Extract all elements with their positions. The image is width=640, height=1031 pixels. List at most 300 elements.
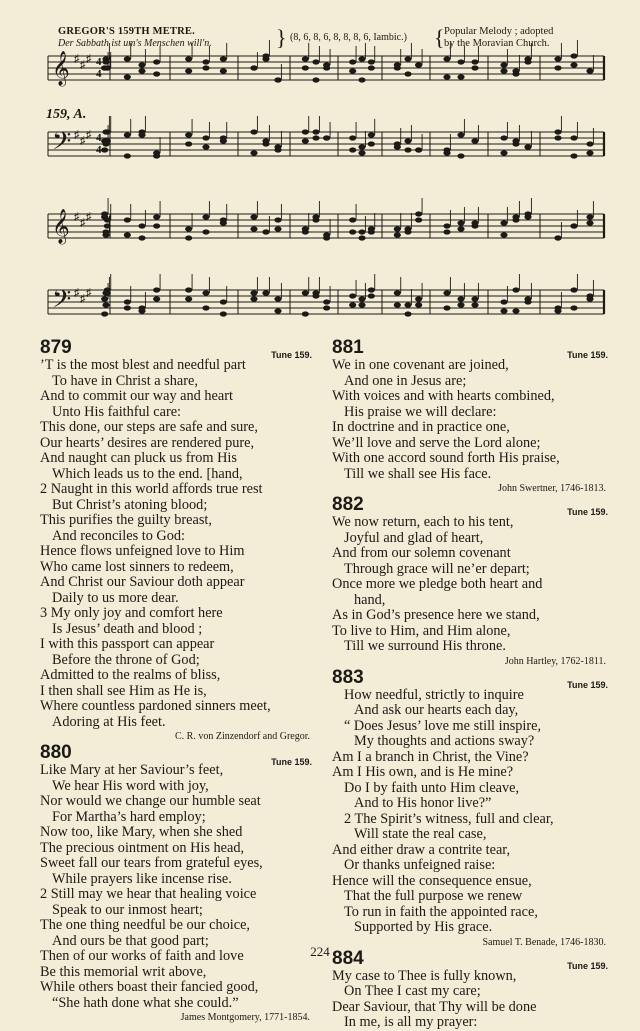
hymn-line: And ask our hearts each day, — [354, 702, 519, 718]
note-head — [471, 223, 478, 228]
hymn-line: To live to Him, and Him alone, — [332, 622, 511, 639]
tune-reference: Tune 159. — [567, 960, 608, 971]
note-head — [368, 229, 375, 234]
hymn-line: And Christ our Saviour doth appear — [40, 574, 245, 590]
left-column — [40, 338, 316, 1024]
note-head — [457, 226, 464, 231]
hymn-line: In me, is all my prayer: — [344, 1014, 478, 1030]
sharp-icon: ♯ — [86, 287, 92, 299]
hymn-line: For Martha’s hard employ; — [52, 808, 206, 825]
note-head — [102, 129, 109, 134]
note-head — [262, 229, 269, 234]
hymn-line: My case to Thee is fully known, — [332, 967, 517, 984]
music-score — [0, 0, 640, 340]
hymn-line: Who came lost sinners to redeem, — [40, 558, 234, 575]
hymn-line: Am I His own, and is He mine? — [332, 764, 514, 780]
note-head — [101, 214, 108, 219]
note-head — [312, 129, 319, 134]
note-head — [457, 59, 464, 64]
hymn-line: Do I by faith unto Him cleave, — [344, 779, 520, 796]
note-head — [415, 211, 422, 216]
note-head — [404, 147, 411, 152]
hymn-line: Or thanks unfeigned raise: — [344, 857, 496, 873]
note-head — [124, 299, 131, 304]
clef-icon: 𝄢 — [52, 285, 72, 320]
note-head — [138, 235, 145, 240]
hymn-line: Like Mary at her Saviour’s feet, — [40, 762, 224, 778]
note-head — [586, 141, 593, 146]
note-head — [500, 62, 507, 67]
hymn-line: I with this passport can appear — [40, 636, 215, 652]
hymn-line: Nor would we change our humble seat — [40, 793, 261, 809]
note-head — [153, 287, 160, 292]
note-head — [554, 235, 561, 240]
hymn-line: Is Jesus’ death and blood ; — [52, 620, 203, 637]
note-head — [274, 217, 281, 222]
note-head — [349, 59, 356, 64]
hymn-text — [332, 358, 612, 482]
note-head — [368, 293, 375, 298]
hymn-line: How needful, strictly to inquire — [344, 686, 524, 703]
hymn-line: We now return, each to his tent, — [332, 514, 514, 530]
note-head — [349, 147, 356, 152]
hymn-line: And to His honor live?” — [354, 795, 492, 811]
note-head — [153, 223, 160, 228]
note-head — [153, 296, 160, 301]
hymn-line: And one in Jesus are; — [344, 372, 467, 389]
note-head — [101, 296, 108, 301]
note-head — [101, 138, 108, 143]
tune-meter: (8, 6, 8, 6, 8, 8, 8, 6, Iambic.) — [290, 32, 407, 43]
note-head — [404, 226, 411, 231]
note-head — [202, 229, 209, 234]
note-head — [570, 305, 577, 310]
note-head — [312, 217, 319, 222]
note-head — [323, 299, 330, 304]
sharp-icon: ♯ — [80, 59, 86, 71]
hymn-author: James Montgomery, 1771-1854. — [180, 1012, 310, 1023]
note-head — [500, 308, 507, 313]
note-head — [185, 56, 192, 61]
note-head — [302, 226, 309, 231]
right-column — [332, 338, 612, 1031]
clef-icon: 𝄢 — [52, 127, 72, 162]
brace-icon: } — [276, 25, 287, 50]
hymn-number: 882 — [332, 494, 364, 515]
note-head — [138, 132, 145, 137]
note-head — [312, 135, 319, 140]
hymn-line: Be this memorial writ above, — [40, 963, 207, 980]
hymn-line: Daily to us more dear. — [52, 589, 179, 606]
note-head — [262, 53, 269, 58]
note-head — [104, 223, 111, 228]
note-head — [443, 290, 450, 295]
note-head — [202, 305, 209, 310]
note-head — [349, 302, 356, 307]
hymn-line: 2 Still may we hear that healing voice — [40, 886, 257, 902]
note-head — [185, 226, 192, 231]
hymn-line: His praise we will declare: — [344, 403, 497, 420]
hymn-line: Hence flows unfeigned love to Him — [40, 543, 245, 559]
note-head — [554, 308, 561, 313]
sharp-icon: ♯ — [74, 211, 80, 223]
hymn-line: ’T is the most blest and needful part — [40, 357, 246, 373]
note-head — [570, 62, 577, 67]
tune-source-line: Popular Melody ; adopted — [444, 26, 554, 37]
note-head — [358, 296, 365, 301]
note-head — [124, 217, 131, 222]
note-head — [358, 150, 365, 155]
hymn-text — [332, 515, 612, 655]
hymn-author: John Swertner, 1746-1813. — [498, 483, 606, 494]
note-head — [349, 135, 356, 140]
hymn-number: 884 — [332, 947, 364, 969]
note-head — [512, 217, 519, 222]
note-head — [358, 235, 365, 240]
hymn-line: And from our solemn covenant — [332, 545, 511, 561]
hymn-line: Unto His faithful care: — [52, 403, 182, 420]
note-head — [274, 226, 281, 231]
note-head — [457, 302, 464, 307]
hymn-line: And ours be that good part; — [52, 932, 209, 949]
note-head — [500, 150, 507, 155]
hymn-line: But Christ’s atoning blood; — [52, 496, 208, 513]
note-head — [415, 296, 422, 301]
hymn-author: Samuel T. Benade, 1746-1830. — [482, 936, 606, 948]
note-head — [500, 299, 507, 304]
note-head — [124, 56, 131, 61]
note-head — [102, 59, 109, 64]
hymn-number: 883 — [332, 666, 364, 688]
note-head — [457, 132, 464, 137]
hymn-line: We hear His word with joy, — [52, 777, 209, 794]
note-head — [524, 296, 531, 301]
note-head — [262, 290, 269, 295]
note-head — [185, 141, 192, 146]
hymn-line: Once more we pledge both heart and — [332, 576, 543, 592]
note-head — [358, 302, 365, 307]
hymn-line: Our hearts’ desires are rendered pure, — [40, 434, 255, 451]
hymn-line: We in one covenant are joined, — [332, 357, 509, 373]
note-head — [554, 135, 561, 140]
note-head — [404, 138, 411, 143]
note-head — [570, 153, 577, 158]
hymn-text — [332, 969, 612, 1031]
hymn-line: And reconciles to God: — [52, 527, 186, 544]
hymn-882 — [332, 495, 612, 668]
note-head — [358, 56, 365, 61]
hymn-text — [40, 358, 316, 730]
note-head — [570, 223, 577, 228]
time-signature: 4 — [96, 68, 102, 80]
note-head — [153, 59, 160, 64]
note-head — [415, 217, 422, 222]
note-head — [153, 153, 160, 158]
note-head — [443, 56, 450, 61]
note-head — [570, 135, 577, 140]
hymn-line: Sweet fall our tears from grateful eyes, — [40, 855, 263, 871]
note-head — [153, 71, 160, 76]
hymn-line: Hence will the consequence ensue, — [332, 872, 532, 889]
note-head — [586, 296, 593, 301]
hymn-author: John Hartley, 1762-1811. — [504, 655, 606, 667]
note-head — [570, 287, 577, 292]
hymn-line: While prayers like incense rise. — [52, 870, 232, 887]
note-head — [471, 296, 478, 301]
hymn-line: And naught can pluck us from His — [40, 450, 237, 466]
note-head — [443, 74, 450, 79]
page-number: 224 — [310, 944, 330, 959]
hymn-line: Admitted to the realms of bliss, — [40, 667, 221, 683]
note-head — [302, 129, 309, 134]
hymn-879 — [40, 338, 316, 743]
hymn-880 — [40, 743, 316, 1024]
note-head — [250, 150, 257, 155]
sharp-icon: ♯ — [74, 129, 80, 141]
sharp-icon: ♯ — [80, 135, 86, 147]
note-head — [262, 138, 269, 143]
note-head — [358, 144, 365, 149]
note-head — [471, 65, 478, 70]
note-head — [349, 229, 356, 234]
note-head — [394, 290, 401, 295]
note-head — [358, 229, 365, 234]
hymn-line: Till we shall see His face. — [344, 465, 492, 482]
note-head — [415, 62, 422, 67]
hymn-line: While others boast their fancied good, — [40, 979, 259, 995]
hymn-line: With voices and with hearts combined, — [332, 388, 555, 404]
hymn-line: My thoughts and actions sway? — [354, 733, 535, 749]
sharp-icon: ♯ — [86, 211, 92, 223]
time-signature: 4 — [96, 132, 102, 144]
tune-name: GREGOR'S 159TH METRE. — [58, 26, 195, 37]
hymn-line: This done, our steps are safe and sure, — [40, 419, 258, 435]
note-head — [457, 74, 464, 79]
note-head — [404, 71, 411, 76]
clef-icon: 𝄞 — [52, 51, 70, 86]
note-head — [220, 311, 227, 316]
note-head — [185, 287, 192, 292]
hymn-line: That the full purpose we renew — [344, 888, 523, 904]
note-head — [124, 74, 131, 79]
note-head — [124, 132, 131, 137]
hymn-line: I then shall see Him as He is, — [40, 682, 207, 699]
note-head — [500, 135, 507, 140]
note-head — [404, 56, 411, 61]
note-head — [185, 235, 192, 240]
hymn-line: On Thee I cast my care; — [344, 983, 481, 999]
hymn-line: This purifies the guilty breast, — [40, 512, 212, 528]
note-head — [415, 147, 422, 152]
note-head — [250, 296, 257, 301]
note-head — [457, 153, 464, 158]
note-head — [202, 290, 209, 295]
hymn-number: 879 — [40, 337, 72, 358]
note-head — [302, 138, 309, 143]
note-head — [586, 214, 593, 219]
hymn-line: Before the throne of God; — [52, 651, 200, 668]
note-head — [220, 68, 227, 73]
note-head — [101, 147, 108, 152]
hymn-line: 2 Naught in this world affords true rest — [40, 481, 263, 497]
note-head — [185, 68, 192, 73]
tune-source-line: by the Moravian Church. — [444, 38, 550, 49]
note-head — [394, 226, 401, 231]
note-head — [471, 302, 478, 307]
note-head — [443, 305, 450, 310]
note-head — [368, 287, 375, 292]
note-head — [512, 287, 519, 292]
hymn-line: And to commit our way and heart — [40, 388, 233, 404]
note-head — [102, 232, 109, 237]
note-head — [500, 68, 507, 73]
note-head — [220, 299, 227, 304]
note-head — [586, 68, 593, 73]
hymn-line: hand, — [354, 591, 386, 608]
note-head — [312, 59, 319, 64]
note-head — [500, 232, 507, 237]
tune-reference: Tune 159. — [271, 350, 312, 360]
note-head — [358, 77, 365, 82]
note-head — [202, 135, 209, 140]
note-head — [368, 59, 375, 64]
hymn-number: 880 — [40, 742, 72, 763]
note-head — [302, 56, 309, 61]
hymn-line: Through grace will ne’er depart; — [344, 560, 530, 577]
note-head — [220, 220, 227, 225]
tune-reference: Tune 159. — [271, 757, 312, 767]
note-head — [312, 77, 319, 82]
note-head — [394, 302, 401, 307]
note-head — [220, 56, 227, 61]
note-head — [323, 232, 330, 237]
note-head — [302, 290, 309, 295]
sharp-icon: ♯ — [86, 53, 92, 65]
note-head — [554, 56, 561, 61]
note-head — [274, 308, 281, 313]
note-head — [524, 144, 531, 149]
note-head — [471, 138, 478, 143]
note-head — [586, 150, 593, 155]
tune-german-title: Der Sabbath ist um's Menschen will'n. — [58, 38, 212, 49]
note-head — [102, 290, 109, 295]
note-head — [202, 65, 209, 70]
note-head — [138, 223, 145, 228]
note-head — [524, 59, 531, 64]
note-head — [404, 311, 411, 316]
note-head — [323, 135, 330, 140]
note-head — [274, 77, 281, 82]
hymn-line: To run in faith the appointed race, — [344, 903, 538, 920]
hymn-line: The precious ointment on His head, — [40, 839, 245, 856]
hymn-line: Which leads us to the end. [hand, — [52, 465, 243, 482]
note-head — [349, 217, 356, 222]
note-head — [250, 290, 257, 295]
note-head — [138, 62, 145, 67]
hymn-line: “ Does Jesus’ love me still inspire, — [344, 717, 542, 734]
note-head — [185, 296, 192, 301]
note-head — [554, 129, 561, 134]
tune-number-label: 159, A. — [46, 107, 87, 122]
note-head — [124, 232, 131, 237]
note-head — [524, 211, 531, 216]
hymn-line: In doctrine and in practice one, — [332, 419, 510, 435]
note-head — [512, 68, 519, 73]
note-head — [443, 229, 450, 234]
note-head — [457, 296, 464, 301]
note-head — [101, 311, 108, 316]
note-head — [512, 308, 519, 313]
hymn-line: 3 My only joy and comfort here — [40, 605, 223, 621]
note-head — [101, 65, 108, 70]
note-head — [368, 132, 375, 137]
hymn-line: Supported by His grace. — [354, 919, 493, 935]
note-head — [202, 144, 209, 149]
hymn-line: The one thing needful be our choice, — [40, 917, 251, 933]
note-head — [302, 311, 309, 316]
hymn-line: Then of our works of faith and love — [40, 948, 244, 964]
staff-systems — [48, 40, 604, 320]
note-head — [250, 226, 257, 231]
note-head — [394, 144, 401, 149]
sharp-icon: ♯ — [80, 293, 86, 305]
note-head — [368, 65, 375, 70]
hymn-number: 881 — [332, 337, 364, 358]
hymn-line: 2 The Spirit’s witness, full and clear, — [344, 810, 554, 827]
note-head — [185, 132, 192, 137]
hymn-line: Dear Saviour, that Thy will be done — [332, 998, 537, 1015]
tune-reference: Tune 159. — [567, 507, 608, 517]
note-head — [457, 220, 464, 225]
hymn-line: Am I a branch in Christ, the Vine? — [332, 748, 529, 765]
note-head — [368, 141, 375, 146]
hymn-line: Joyful and glad of heart, — [344, 529, 484, 546]
note-head — [202, 214, 209, 219]
note-head — [586, 220, 593, 225]
hymn-883 — [332, 668, 612, 949]
hymn-line: Adoring at His feet. — [52, 713, 166, 730]
sharp-icon: ♯ — [80, 217, 86, 229]
note-head — [102, 302, 109, 307]
note-head — [323, 65, 330, 70]
note-head — [124, 153, 131, 158]
hymn-author: C. R. von Zinzendorf and Gregor. — [175, 731, 310, 742]
note-head — [153, 214, 160, 219]
hymn-line: Till we surround His throne. — [344, 638, 506, 654]
hymn-line: Will state the real case, — [354, 826, 487, 842]
hymn-text — [332, 688, 612, 936]
note-head — [443, 223, 450, 228]
note-head — [443, 150, 450, 155]
hymn-line: As in God’s presence here we stand, — [332, 607, 540, 623]
note-head — [250, 65, 257, 70]
note-head — [415, 302, 422, 307]
tune-reference: Tune 159. — [567, 679, 608, 690]
hymn-line: Now too, like Mary, when she shed — [40, 824, 243, 840]
note-head — [554, 65, 561, 70]
sharp-icon: ♯ — [74, 53, 80, 65]
note-head — [250, 214, 257, 219]
note-head — [471, 59, 478, 64]
note-head — [323, 305, 330, 310]
hymn-line: “She hath done what she could.” — [52, 994, 239, 1011]
hymn-line: We’ll love and serve the Lord alone; — [332, 434, 541, 451]
note-head — [274, 296, 281, 301]
note-head — [500, 220, 507, 225]
note-head — [138, 305, 145, 310]
hymn-line: Speak to our inmost heart; — [52, 901, 203, 918]
note-head — [349, 68, 356, 73]
